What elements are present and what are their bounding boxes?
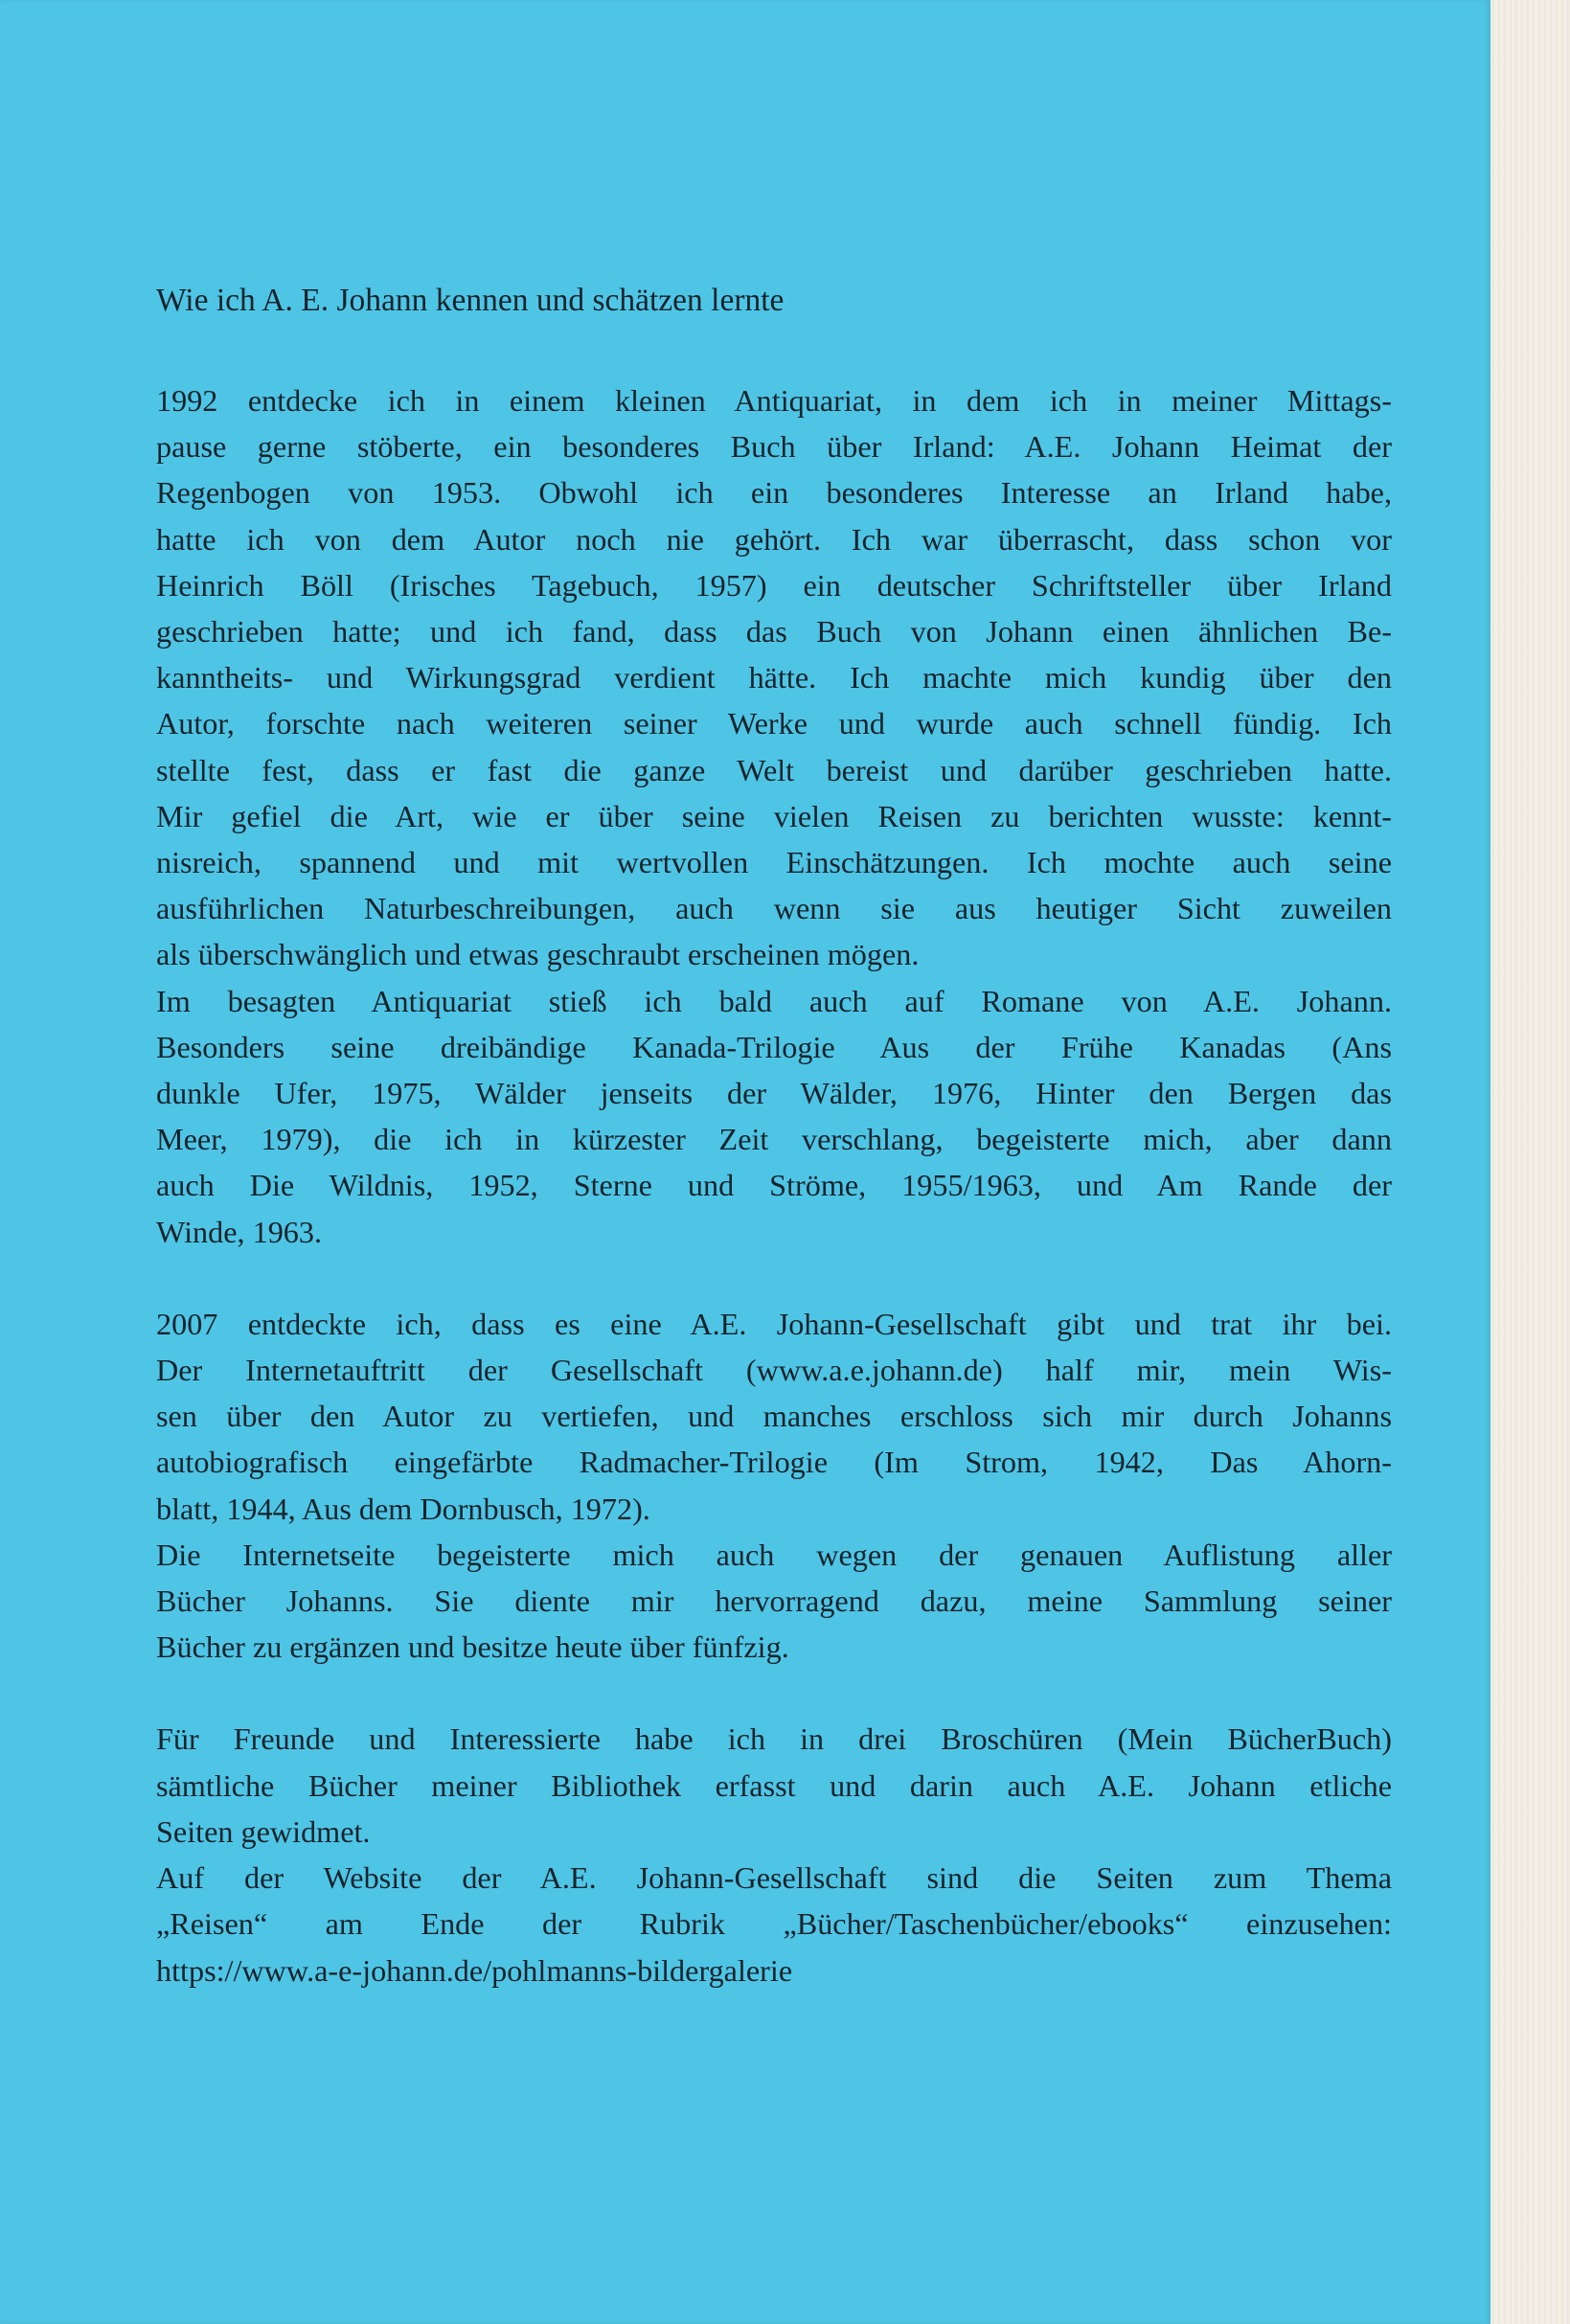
page-edge <box>1490 0 1570 2324</box>
paragraph <box>156 1716 1392 1855</box>
text-line: Die Internetseite begeisterte mich auch wegen der genauen Auflistung aller <box>156 1537 1392 1572</box>
text-line: kanntheits- und Wirkungsgrad verdient hätte. Ich machte mich kundig über den <box>156 660 1392 695</box>
body-text <box>156 377 1392 1994</box>
text-line: ausführlichen Naturbeschreibungen, auch wenn sie aus heutiger Sicht zuweilen <box>156 891 1392 926</box>
text-line: „Reisen“ am Ende der Rubrik „Bücher/Taschenbücher/ebooks“ einzusehen: <box>156 1906 1392 1942</box>
text-line: 2007 entdeckte ich, dass es eine A.E. Johann-Gesellschaft gibt und trat ihr bei. <box>156 1306 1392 1341</box>
paragraph <box>156 1855 1392 1994</box>
text-line: Autor, forschte nach weiteren seiner Werke und wurde auch schnell fündig. Ich <box>156 706 1392 741</box>
text-line: dunkle Ufer, 1975, Wälder jenseits der Wälder, 1976, Hinter den Bergen das <box>156 1076 1392 1111</box>
page-title: Wie ich A. E. Johann kennen und schätzen lernte <box>156 283 785 318</box>
text-block <box>156 276 1392 1994</box>
text-line: Bücher Johanns. Sie diente mir hervorragend dazu, meine Sammlung seiner <box>156 1584 1392 1619</box>
text-line: Der Internetauftritt der Gesellschaft (www.a.e.johann.de) half mir, mein Wis- <box>156 1353 1392 1388</box>
text-line: pause gerne stöberte, ein besonderes Buch über Irland: A.E. Johann Heimat der <box>156 429 1392 465</box>
text-line: Besonders seine dreibändige Kanada-Trilogie Aus der Frühe Kanadas (Ans <box>156 1029 1392 1064</box>
text-line: Bücher zu ergänzen und besitze heute über fünfzig. <box>156 1629 789 1665</box>
text-line: stellte fest, dass er fast die ganze Welt bereist und darüber geschrieben hatte. <box>156 752 1392 787</box>
text-line: hatte ich von dem Autor noch nie gehört. Ich war überrascht, dass schon vor <box>156 521 1392 557</box>
text-line: Im besagten Antiquariat stieß ich bald auch auf Romane von A.E. Johann. <box>156 983 1392 1018</box>
text-line: Mir gefiel die Art, wie er über seine vielen Reisen zu berichten wusste: kennt- <box>156 798 1392 833</box>
text-line: Für Freunde und Interessierte habe ich in drei Broschüren (Mein BücherBuch) <box>156 1721 1392 1757</box>
text-line: nisreich, spannend und mit wertvollen Einschätzungen. Ich mochte auch seine <box>156 845 1392 880</box>
text-line: 1992 entdecke ich in einem kleinen Antiquariat, in dem ich in meiner Mittags- <box>156 383 1392 418</box>
text-line: Seiten gewidmet. <box>156 1813 371 1849</box>
text-line: Regenbogen von 1953. Obwohl ich ein besonderes Interesse an Irland habe, <box>156 475 1392 511</box>
text-line: autobiografisch eingefärbte Radmacher-Trilogie (Im Strom, 1942, Das Ahorn- <box>156 1445 1392 1480</box>
text-line: sämtliche Bücher meiner Bibliothek erfasst und darin auch A.E. Johann etliche <box>156 1767 1392 1803</box>
text-line: Winde, 1963. <box>156 1214 323 1249</box>
text-line: Auf der Website der A.E. Johann-Gesellschaft sind die Seiten zum Thema <box>156 1860 1392 1896</box>
paragraph <box>156 1532 1392 1671</box>
paragraph <box>156 1301 1392 1532</box>
text-line: als überschwänglich und etwas geschraubt erscheinen mögen. <box>156 937 920 972</box>
text-line: geschrieben hatte; und ich fand, dass das Buch von Johann einen ähnlichen Be- <box>156 614 1392 649</box>
text-line: blatt, 1944, Aus dem Dornbusch, 1972). <box>156 1491 650 1526</box>
paragraph <box>156 978 1392 1255</box>
text-line: Meer, 1979), die ich in kürzester Zeit verschlang, begeisterte mich, aber dann <box>156 1122 1392 1157</box>
text-line: auch Die Wildnis, 1952, Sterne und Ströme, 1955/1963, und Am Rande der <box>156 1168 1392 1203</box>
text-line: https://www.a-e-johann.de/pohlmanns-bildergalerie <box>156 1952 793 1988</box>
text-line: sen über den Autor zu vertiefen, und manches erschloss sich mir durch Johanns <box>156 1399 1392 1434</box>
text-line: Heinrich Böll (Irisches Tagebuch, 1957) ein deutscher Schriftsteller über Irland <box>156 567 1392 603</box>
paragraph <box>156 377 1392 978</box>
